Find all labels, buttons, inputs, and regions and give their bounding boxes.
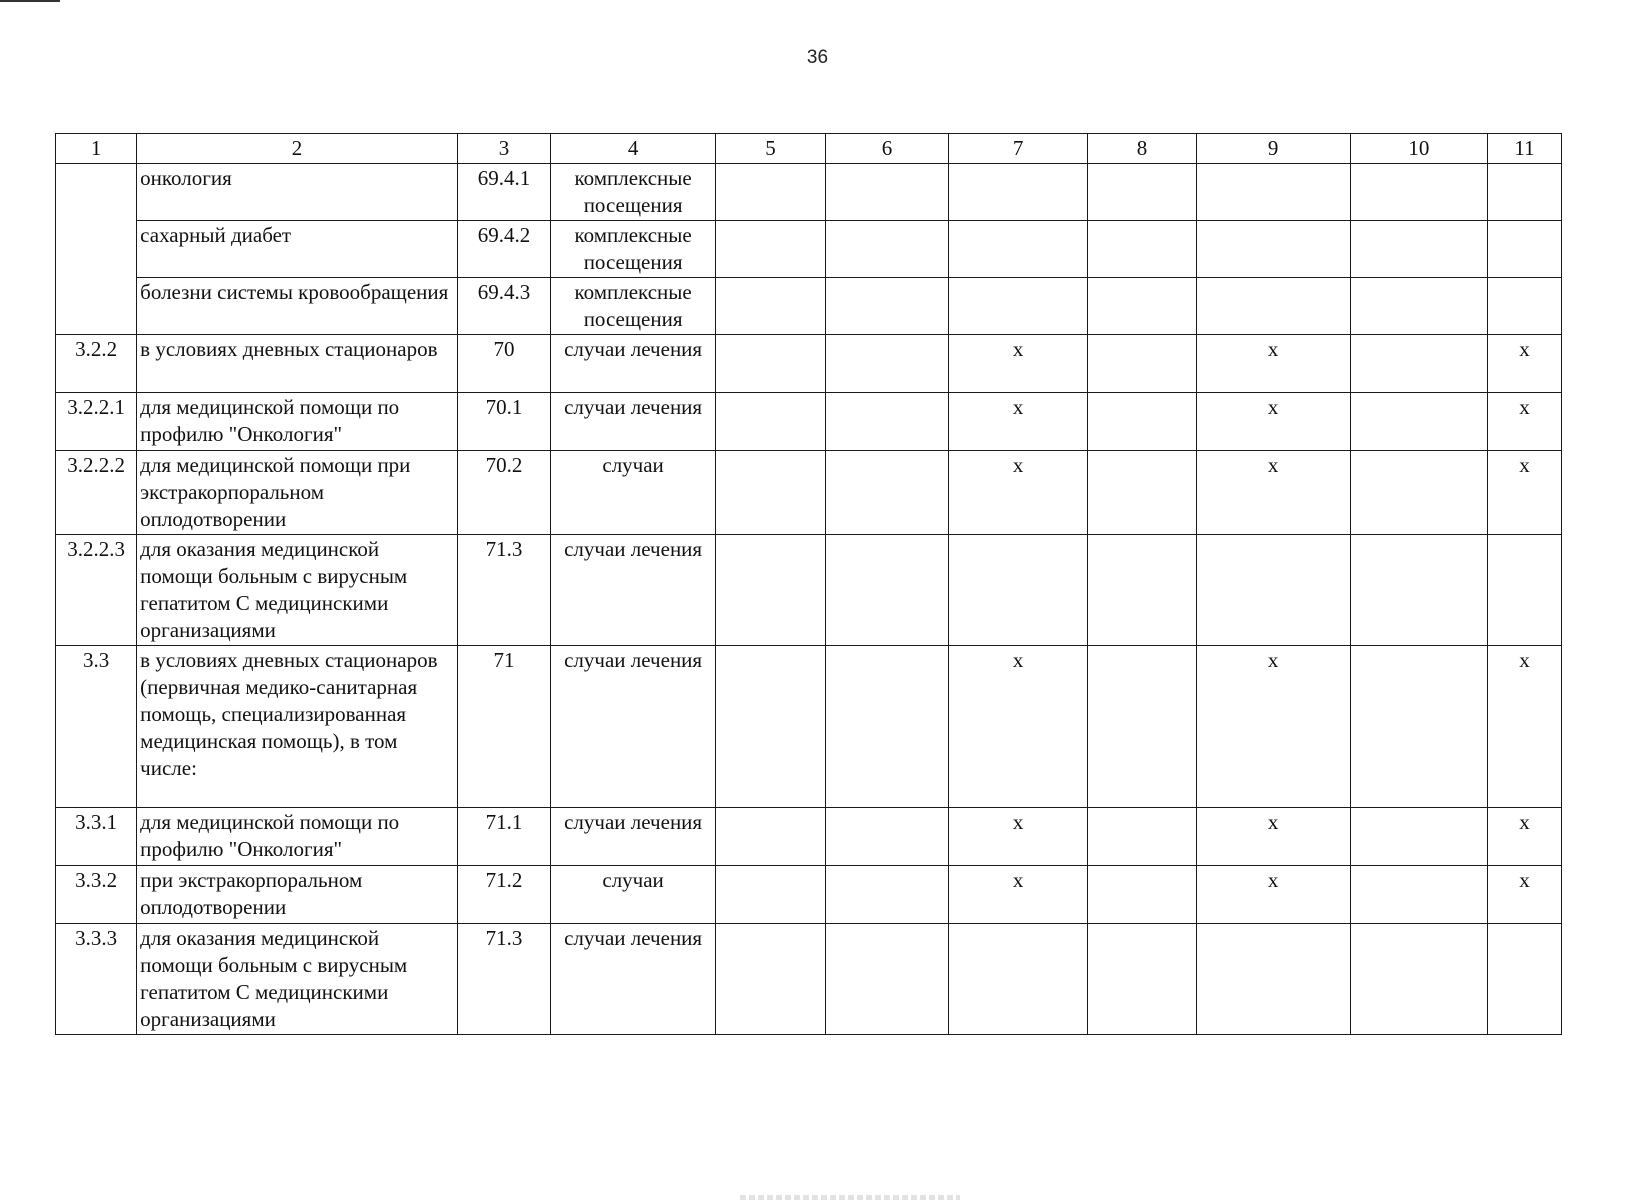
row-cell-5 [715, 451, 825, 535]
row-unit-cell: комплексные посещения [551, 221, 715, 278]
row-unit-cell: комплексные посещения [551, 164, 715, 221]
row-cell-6 [826, 924, 949, 1035]
row-cell-11 [1488, 924, 1562, 1035]
row-num-cell: 3.3.3 [56, 924, 137, 1035]
row-cell-5 [715, 221, 825, 278]
row-num-cell: 3.3 [56, 646, 137, 808]
header-col-7: 7 [948, 134, 1087, 164]
table-row [56, 393, 1562, 451]
row-cell-11 [1488, 278, 1562, 335]
row-cell-10 [1350, 535, 1487, 646]
row-name-cell: в условиях дневных стационаров [137, 335, 458, 393]
row-cell-6 [826, 393, 949, 451]
table-row [56, 866, 1562, 924]
row-name-cell: сахарный диабет [137, 221, 458, 278]
row-name-cell: при экстракорпоральном оплодотворении [137, 866, 458, 924]
row-cell-11: х [1488, 451, 1562, 535]
header-col-1: 1 [56, 134, 137, 164]
row-cell-7 [948, 164, 1087, 221]
row-cell-11: х [1488, 808, 1562, 866]
row-num-cell: 3.3.1 [56, 808, 137, 866]
row-cell-8 [1088, 808, 1196, 866]
row-cell-6 [826, 866, 949, 924]
row-unit-cell: случаи лечения [551, 924, 715, 1035]
table-row [56, 924, 1562, 1035]
row-cell-7 [948, 535, 1087, 646]
row-code-cell: 70.1 [457, 393, 551, 451]
row-cell-6 [826, 646, 949, 808]
row-cell-7: х [948, 866, 1087, 924]
row-cell-8 [1088, 278, 1196, 335]
row-num-cell [56, 164, 137, 335]
row-cell-8 [1088, 866, 1196, 924]
row-cell-5 [715, 393, 825, 451]
row-num-cell: 3.3.2 [56, 866, 137, 924]
row-cell-9: х [1196, 808, 1350, 866]
row-cell-11 [1488, 164, 1562, 221]
row-cell-10 [1350, 164, 1487, 221]
row-cell-9 [1196, 164, 1350, 221]
row-cell-8 [1088, 535, 1196, 646]
header-col-8: 8 [1088, 134, 1196, 164]
row-cell-8 [1088, 924, 1196, 1035]
footer-smudge [740, 1195, 960, 1200]
header-col-5: 5 [715, 134, 825, 164]
row-cell-7: х [948, 451, 1087, 535]
row-cell-9: х [1196, 335, 1350, 393]
table-row [56, 535, 1562, 646]
row-name-cell: болезни системы кровообращения [137, 278, 458, 335]
row-name-cell: для медицинской помощи по профилю "Онкология" [137, 808, 458, 866]
row-cell-9 [1196, 924, 1350, 1035]
row-cell-8 [1088, 393, 1196, 451]
header-col-3: 3 [457, 134, 551, 164]
row-cell-6 [826, 278, 949, 335]
table-row [56, 278, 1562, 335]
row-unit-cell: случаи лечения [551, 808, 715, 866]
row-unit-cell: случаи [551, 451, 715, 535]
table-row [56, 808, 1562, 866]
row-cell-9 [1196, 278, 1350, 335]
row-cell-9 [1196, 221, 1350, 278]
row-name-cell: для оказания медицинской помощи больным с вирусным гепатитом С медицинскими организациями [137, 535, 458, 646]
row-cell-9: х [1196, 451, 1350, 535]
row-cell-10 [1350, 646, 1487, 808]
table-row [56, 335, 1562, 393]
row-cell-11: х [1488, 393, 1562, 451]
row-code-cell: 71.3 [457, 535, 551, 646]
row-code-cell: 71.2 [457, 866, 551, 924]
table-row [56, 451, 1562, 535]
row-cell-6 [826, 335, 949, 393]
row-cell-11: х [1488, 646, 1562, 808]
row-cell-7: х [948, 646, 1087, 808]
row-cell-10 [1350, 221, 1487, 278]
row-cell-10 [1350, 808, 1487, 866]
row-cell-9 [1196, 535, 1350, 646]
row-name-cell: для медицинской помощи при экстракорпоральном оплодотворении [137, 451, 458, 535]
row-cell-10 [1350, 278, 1487, 335]
row-cell-5 [715, 278, 825, 335]
row-cell-5 [715, 924, 825, 1035]
row-cell-8 [1088, 221, 1196, 278]
row-cell-6 [826, 221, 949, 278]
row-code-cell: 71.3 [457, 924, 551, 1035]
row-cell-10 [1350, 451, 1487, 535]
row-cell-7: х [948, 335, 1087, 393]
row-cell-11: х [1488, 335, 1562, 393]
row-cell-10 [1350, 335, 1487, 393]
row-cell-11: х [1488, 866, 1562, 924]
top-edge-rule [0, 0, 60, 2]
row-code-cell: 71 [457, 646, 551, 808]
header-col-9: 9 [1196, 134, 1350, 164]
row-unit-cell: случаи лечения [551, 646, 715, 808]
row-cell-8 [1088, 451, 1196, 535]
header-col-10: 10 [1350, 134, 1487, 164]
table-row [56, 164, 1562, 221]
row-cell-5 [715, 535, 825, 646]
row-cell-9: х [1196, 866, 1350, 924]
data-table [55, 133, 1562, 1035]
row-code-cell: 69.4.3 [457, 278, 551, 335]
row-cell-5 [715, 866, 825, 924]
row-name-cell: для оказания медицинской помощи больным с вирусным гепатитом С медицинскими организациями [137, 924, 458, 1035]
row-cell-6 [826, 535, 949, 646]
header-col-4: 4 [551, 134, 715, 164]
row-cell-7 [948, 278, 1087, 335]
row-cell-6 [826, 164, 949, 221]
row-cell-5 [715, 646, 825, 808]
table-row [56, 221, 1562, 278]
row-cell-5 [715, 808, 825, 866]
row-unit-cell: комплексные посещения [551, 278, 715, 335]
row-num-cell: 3.2.2.3 [56, 535, 137, 646]
row-cell-5 [715, 164, 825, 221]
row-num-cell: 3.2.2 [56, 335, 137, 393]
header-col-11: 11 [1488, 134, 1562, 164]
row-cell-7 [948, 924, 1087, 1035]
row-cell-11 [1488, 221, 1562, 278]
row-cell-6 [826, 808, 949, 866]
row-code-cell: 70 [457, 335, 551, 393]
row-cell-5 [715, 335, 825, 393]
row-cell-8 [1088, 646, 1196, 808]
row-cell-8 [1088, 335, 1196, 393]
row-code-cell: 70.2 [457, 451, 551, 535]
row-cell-8 [1088, 164, 1196, 221]
row-code-cell: 69.4.2 [457, 221, 551, 278]
row-unit-cell: случаи лечения [551, 335, 715, 393]
row-unit-cell: случаи лечения [551, 535, 715, 646]
row-cell-10 [1350, 866, 1487, 924]
row-num-cell: 3.2.2.2 [56, 451, 137, 535]
row-cell-6 [826, 451, 949, 535]
header-row [56, 134, 1562, 164]
row-num-cell: 3.2.2.1 [56, 393, 137, 451]
row-cell-10 [1350, 393, 1487, 451]
row-unit-cell: случаи лечения [551, 393, 715, 451]
main-rows [56, 335, 1562, 1035]
page-number: 36 [806, 47, 829, 68]
row-cell-9: х [1196, 393, 1350, 451]
row-cell-7 [948, 221, 1087, 278]
header-col-6: 6 [826, 134, 949, 164]
row-cell-10 [1350, 924, 1487, 1035]
row-unit-cell: случаи [551, 866, 715, 924]
row-cell-11 [1488, 535, 1562, 646]
table-row [56, 646, 1562, 808]
row-cell-9: х [1196, 646, 1350, 808]
row-name-cell: в условиях дневных стационаров (первичная медико-санитарная помощь, специализированная медицинская помощь), в том числе: [137, 646, 458, 808]
row-cell-7: х [948, 393, 1087, 451]
row-code-cell: 71.1 [457, 808, 551, 866]
row-name-cell: для медицинской помощи по профилю "Онкология" [137, 393, 458, 451]
row-name-cell: онкология [137, 164, 458, 221]
row-code-cell: 69.4.1 [457, 164, 551, 221]
row-cell-7: х [948, 808, 1087, 866]
header-col-2: 2 [137, 134, 458, 164]
